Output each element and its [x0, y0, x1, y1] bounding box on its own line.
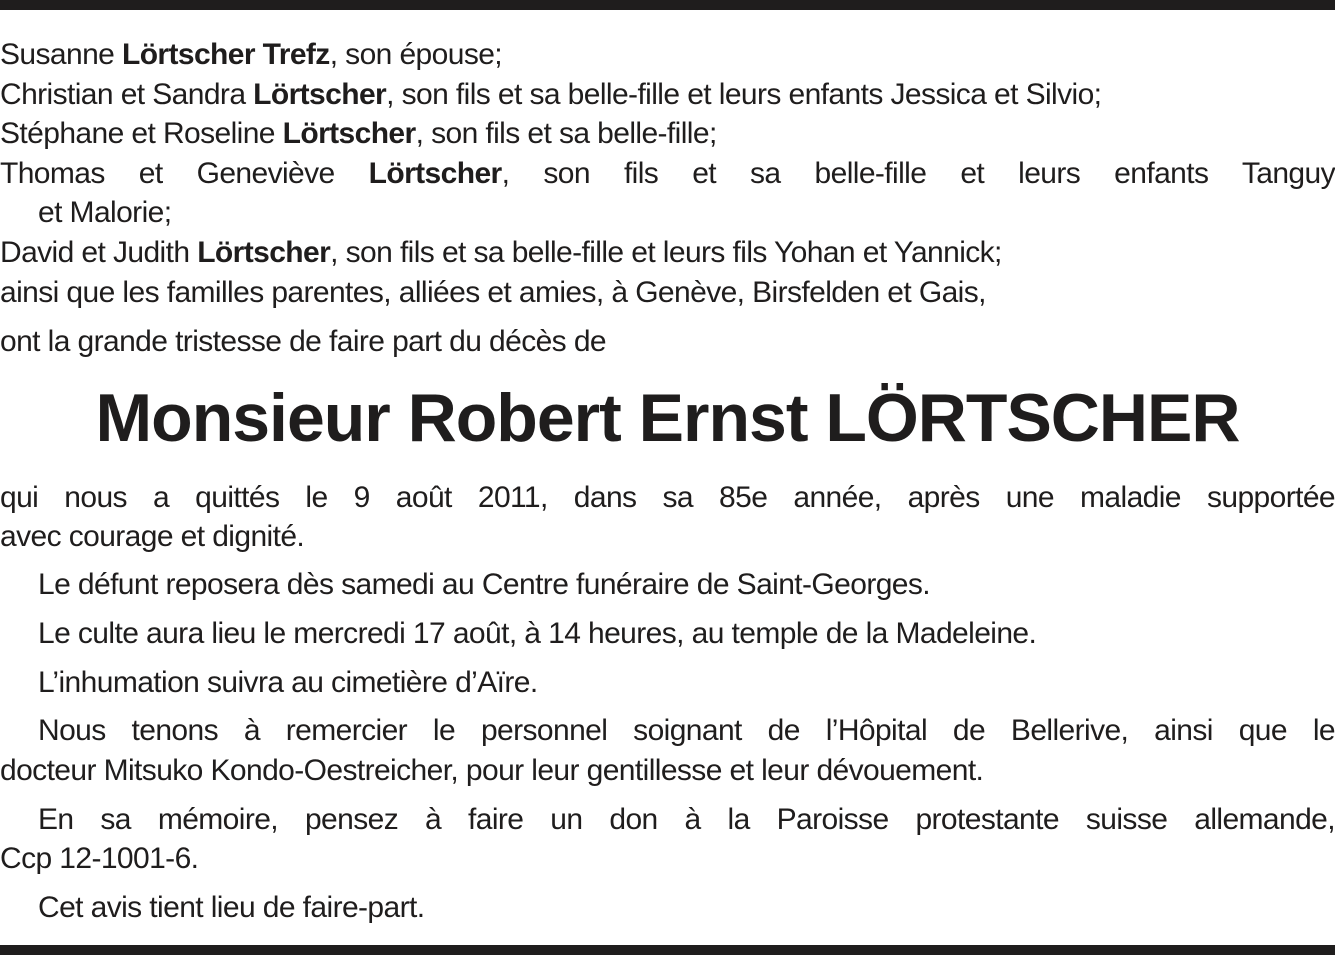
family-relation: , son fils et sa belle-fille; — [415, 117, 717, 150]
family-relation: , son fils et sa belle-fille et leurs enfants Jessica et Silvio; — [386, 78, 1102, 111]
donation-line-2: Ccp 12-1001-6. — [0, 842, 199, 875]
family-relation: , son fils et sa belle-fille et leurs enfants Tanguy — [501, 157, 1335, 190]
family-relation: , son épouse; — [329, 38, 503, 71]
thanks-line-1: Nous tenons à remercier le personnel soignant de l’Hôpital de Bellerive, ainsi que le — [38, 714, 1335, 747]
deceased-name-heading: Monsieur Robert Ernst LÖRTSCHER — [95, 380, 1240, 456]
family-surname: Lörtscher — [197, 236, 331, 269]
family-relation: , son fils et sa belle-fille et leurs fils Yohan et Yannick; — [330, 236, 1002, 269]
family-line-christian — [0, 75, 1335, 115]
family-surname: Lörtscher — [253, 78, 387, 111]
passing-line-2: avec courage et dignité. — [0, 520, 305, 553]
family-line-david — [0, 233, 1335, 273]
thanks-line-2: docteur Mitsuko Kondo-Oestreicher, pour leur gentillesse et leur dévouement. — [0, 754, 984, 787]
family-line-thomas — [0, 154, 1335, 194]
service-paragraph: Le culte aura lieu le mercredi 17 août, à 14 heures, au temple de la Madeleine. — [38, 617, 1037, 650]
family-given-names: Christian et Sandra — [0, 78, 254, 111]
announcement-line: ont la grande tristesse de faire part du décès de — [0, 325, 606, 358]
family-surname: Lörtscher — [282, 117, 416, 150]
burial-paragraph: L’inhumation suivra au cimetière d’Aïre. — [38, 666, 538, 699]
bottom-border-rule — [0, 945, 1335, 955]
family-given-names: Susanne — [0, 38, 122, 71]
family-line-thomas-continuation: et Malorie; — [38, 196, 172, 229]
relatives-line: ainsi que les familles parentes, alliées et amies, à Genève, Birsfelden et Gais, — [0, 276, 986, 309]
closing-paragraph: Cet avis tient lieu de faire-part. — [38, 891, 425, 924]
family-surname: Lörtscher — [368, 157, 502, 190]
family-given-names: David et Judith — [0, 236, 198, 269]
family-line-stephane — [0, 114, 1335, 154]
passing-line-1: qui nous a quittés le 9 août 2011, dans sa 85e année, après une maladie supportée — [0, 481, 1335, 514]
donation-line-1: En sa mémoire, pensez à faire un don à la Paroisse protestante suisse allemande, — [38, 803, 1335, 836]
family-line-spouse — [0, 35, 1335, 75]
family-surname: Lörtscher Trefz — [121, 38, 330, 71]
repose-paragraph: Le défunt reposera dès samedi au Centre funéraire de Saint-Georges. — [38, 568, 931, 601]
family-given-names: Thomas et Geneviève — [0, 157, 369, 190]
top-border-rule — [0, 0, 1335, 10]
family-given-names: Stéphane et Roseline — [0, 117, 283, 150]
